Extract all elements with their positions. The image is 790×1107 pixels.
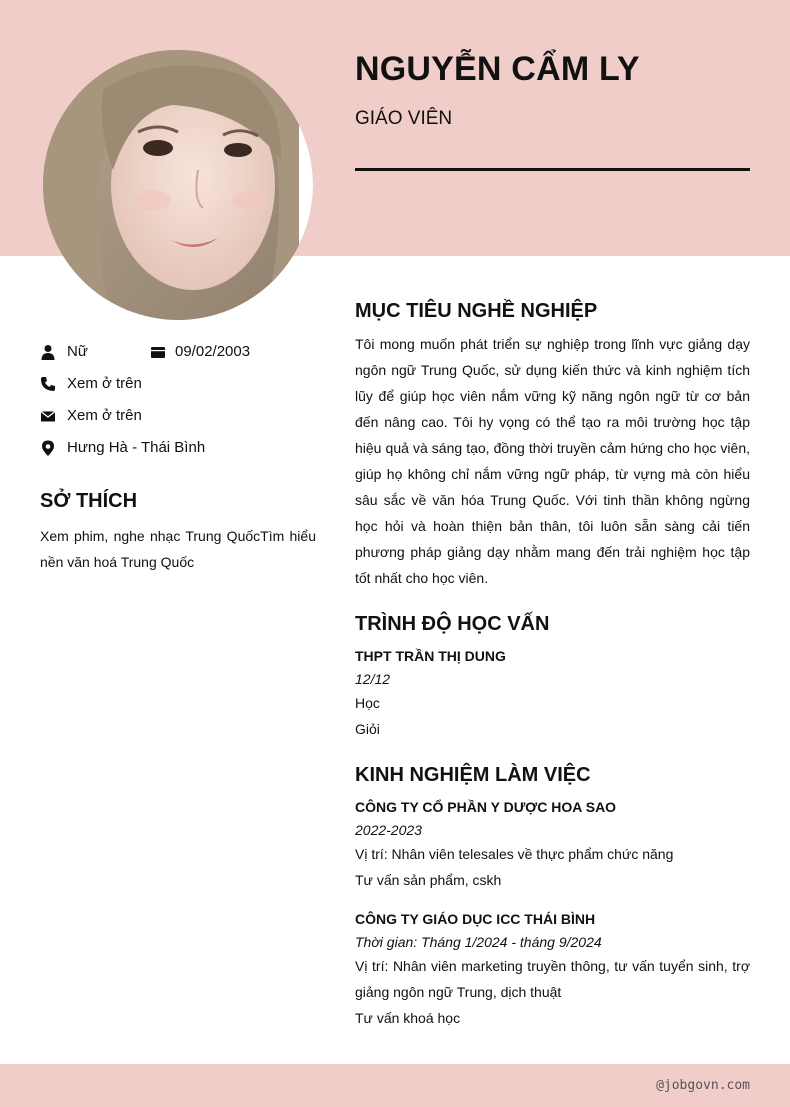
education-heading: TRÌNH ĐỘ HỌC VẤN xyxy=(355,613,550,635)
email-text: Xem ở trên xyxy=(67,407,142,424)
phone-text: Xem ở trên xyxy=(67,375,142,392)
job-detail: Vị trí: Nhân viên marketing truyền thông, tư vấn tuyển sinh, trợ giảng ngôn ngữ Trung, dịch thuật xyxy=(355,958,750,1000)
job-period: Thời gian: Tháng 1/2024 - tháng 9/2024 xyxy=(355,934,602,950)
job-detail: Tư vấn sản phẩm, cskh xyxy=(355,872,502,888)
right-column xyxy=(355,300,750,1031)
job-period: 2022-2023 xyxy=(355,822,422,838)
gender-text: Nữ xyxy=(67,343,88,360)
address-text: Hưng Hà - Thái Bình xyxy=(67,439,206,456)
info-row-personal xyxy=(40,340,316,372)
info-row-address xyxy=(40,436,316,468)
education-school: THPT TRẦN THỊ DUNG xyxy=(355,648,506,664)
candidate-name: NGUYỄN CẨM LY xyxy=(355,50,640,88)
candidate-title: GIÁO VIÊN xyxy=(355,108,453,129)
job-company: CÔNG TY CỔ PHẦN Y DƯỢC HOA SAO xyxy=(355,799,617,815)
left-column xyxy=(40,340,316,575)
job-detail: Vị trí: Nhân viên telesales về thực phẩm chức năng xyxy=(355,846,674,862)
hobbies-heading: SỞ THÍCH xyxy=(40,490,138,512)
info-row-phone xyxy=(40,372,316,404)
mail-icon xyxy=(40,408,56,424)
user-icon xyxy=(40,344,56,360)
location-pin-icon xyxy=(40,440,56,456)
objective-heading: MỤC TIÊU NGHỀ NGHIỆP xyxy=(355,300,598,322)
footer-credit: @jobgovn.com xyxy=(656,1078,750,1093)
calendar-icon xyxy=(150,344,166,360)
info-row-email xyxy=(40,404,316,436)
header-divider xyxy=(355,168,750,171)
hobbies-text: Xem phim, nghe nhạc Trung QuốcTìm hiểu nền văn hoá Trung Quốc xyxy=(40,528,316,570)
dob-text: 09/02/2003 xyxy=(175,343,251,360)
education-line: Giỏi xyxy=(355,721,380,737)
education-period: 12/12 xyxy=(355,671,391,687)
education-line: Học xyxy=(355,695,380,711)
job-detail: Tư vấn khoá học xyxy=(355,1010,461,1026)
objective-text: Tôi mong muốn phát triển sự nghiệp trong lĩnh vực giảng dạy ngôn ngữ Trung Quốc, sử dụng kiến thức và kinh nghiệm tích lũy để giúp học viên nắm vững kỹ năng ngôn ngữ từ cơ bản đến nâng cao. Tôi hy vọng có thể tạo ra môi trường học tập hiệu quả và sáng tạo, đồng thời truyền cảm hứng cho học viên, giúp họ không chỉ nắm vững ngữ pháp, từ vựng mà còn hiểu sâu sắc về văn hóa Trung Quốc. Với tinh thần không ngừng học hỏi và hoàn thiện bản thân, tôi luôn sẵn sàng cải tiến phương pháp giảng dạy nhằm mang đến trải nghiệm học tập tốt nhất cho học viên. xyxy=(355,336,750,586)
job-company: CÔNG TY GIÁO DỤC ICC THÁI BÌNH xyxy=(355,911,596,927)
experience-heading: KINH NGHIỆM LÀM VIỆC xyxy=(355,764,591,786)
phone-icon xyxy=(40,376,56,392)
profile-photo xyxy=(43,50,313,320)
